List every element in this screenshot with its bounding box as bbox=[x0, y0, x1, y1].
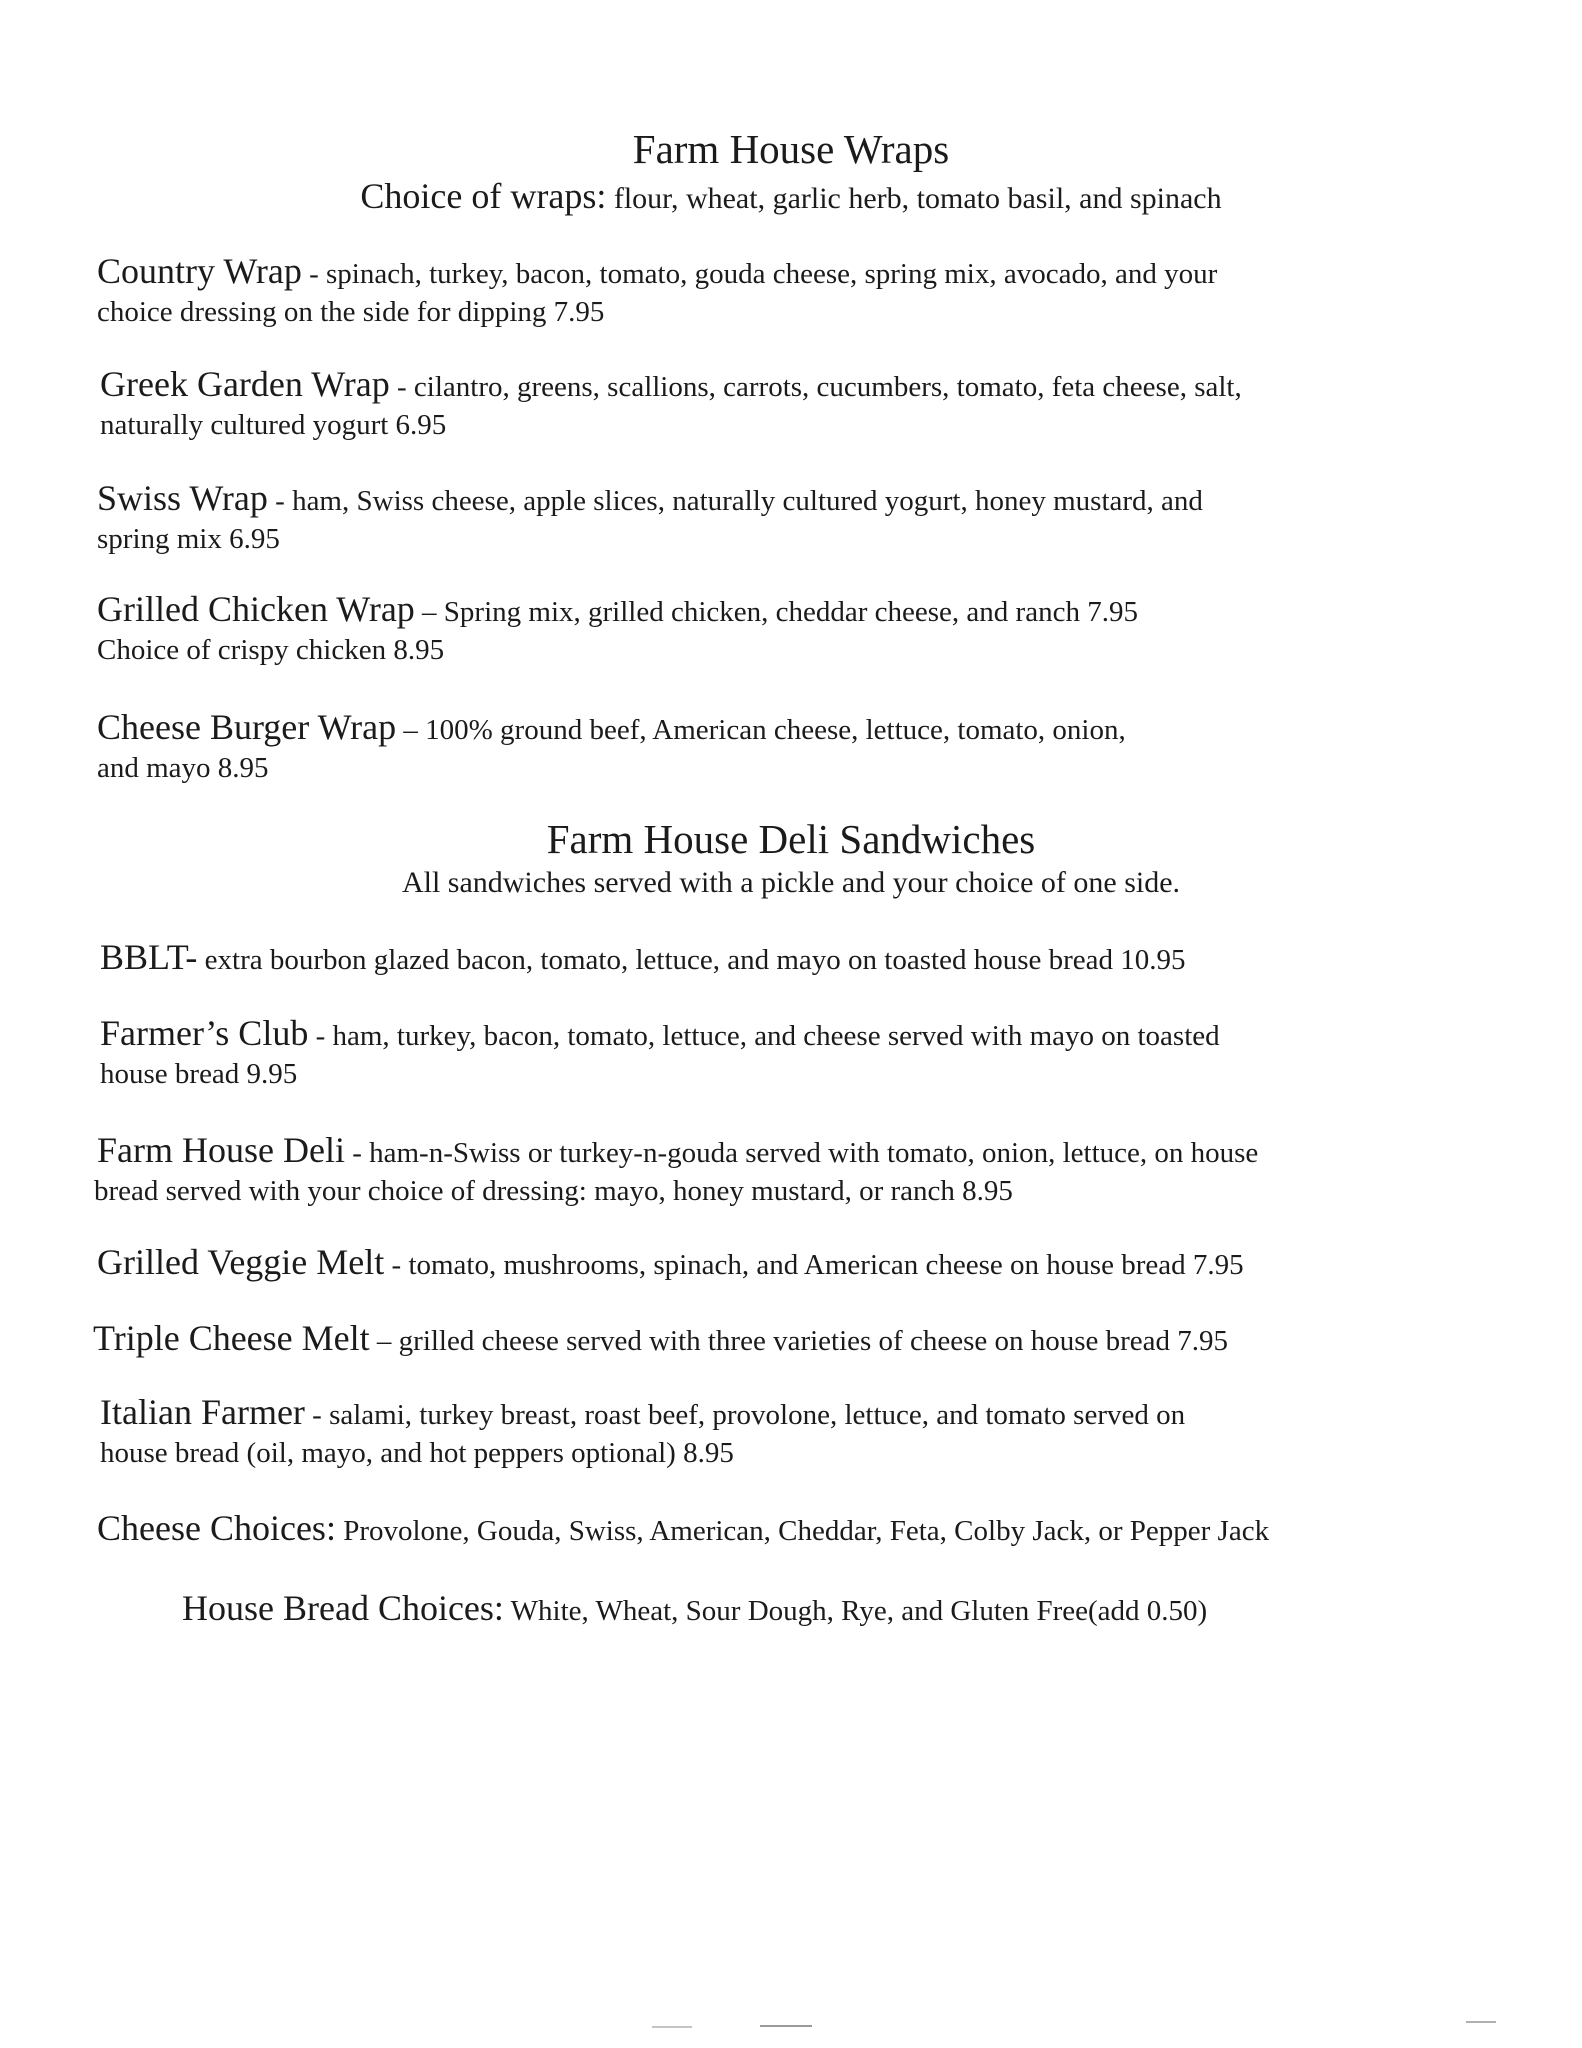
item-description: - ham, turkey, bacon, tomato, lettuce, and cheese served with mayo on toasted bbox=[308, 1020, 1220, 1052]
item-description-cont: Choice of crispy chicken 8.95 bbox=[97, 634, 445, 666]
item-description: - tomato, mushrooms, spinach, and American cheese on house bread 7.95 bbox=[384, 1249, 1244, 1281]
item-description: - cilantro, greens, scallions, carrots, cucumbers, tomato, feta cheese, salt, bbox=[389, 371, 1242, 403]
item-name: Swiss Wrap bbox=[97, 478, 268, 518]
item-description-cont: spring mix 6.95 bbox=[97, 523, 280, 555]
sandwiches-subtitle: All sandwiches served with a pickle and your choice of one side. bbox=[401, 866, 1181, 899]
item-name: Grilled Veggie Melt bbox=[97, 1242, 385, 1282]
scan-artifact bbox=[652, 2026, 692, 2028]
wraps-subtitle bbox=[0, 176, 1582, 217]
menu-item-greek-garden-wrap bbox=[100, 362, 1500, 443]
item-description: - salami, turkey breast, roast beef, provolone, lettuce, and tomato served on bbox=[304, 1399, 1186, 1431]
menu-item-grilled-chicken-wrap bbox=[97, 587, 1497, 668]
item-name: Farm House Deli bbox=[97, 1130, 345, 1170]
sandwiches-title: Farm House Deli Sandwiches bbox=[546, 816, 1036, 862]
item-name: Farmer’s Club bbox=[100, 1013, 309, 1053]
item-description: – Spring mix, grilled chicken, cheddar cheese, and ranch 7.95 bbox=[414, 596, 1138, 628]
item-name: Country Wrap bbox=[97, 251, 302, 291]
item-description: – grilled cheese served with three varieties of cheese on house bread 7.95 bbox=[369, 1325, 1229, 1357]
item-description: - spinach, turkey, bacon, tomato, gouda cheese, spring mix, avocado, and your bbox=[301, 258, 1218, 290]
menu-item-grilled-veggie-melt bbox=[97, 1240, 1497, 1285]
item-description-cont: and mayo 8.95 bbox=[97, 752, 269, 784]
bread-choices-list: White, Wheat, Sour Dough, Rye, and Gluten Free(add 0.50) bbox=[503, 1595, 1208, 1627]
item-name: BBLT- bbox=[100, 937, 198, 977]
item-name: Italian Farmer bbox=[100, 1392, 305, 1432]
cheese-choices-list: Provolone, Gouda, Swiss, American, Cheddar, Feta, Colby Jack, or Pepper Jack bbox=[335, 1515, 1270, 1547]
menu-item-country-wrap bbox=[97, 249, 1497, 330]
bread-choices-label: House Bread Choices: bbox=[182, 1588, 504, 1628]
item-name: Cheese Burger Wrap bbox=[97, 707, 397, 747]
item-description-cont: house bread 9.95 bbox=[100, 1058, 298, 1090]
scan-artifact bbox=[760, 2025, 812, 2027]
item-name: Grilled Chicken Wrap bbox=[97, 589, 415, 629]
menu-item-cheese-burger-wrap bbox=[97, 705, 1497, 786]
bread-choices bbox=[182, 1587, 1207, 1630]
item-description: extra bourbon glazed bacon, tomato, lettuce, and mayo on toasted house bread 10.95 bbox=[197, 944, 1186, 976]
wraps-subtitle-lead: Choice of wraps: bbox=[360, 176, 607, 216]
cheese-choices bbox=[97, 1507, 1269, 1550]
item-description-cont: choice dressing on the side for dipping 7.95 bbox=[97, 296, 605, 328]
wraps-subtitle-text: flour, wheat, garlic herb, tomato basil, and spinach bbox=[606, 182, 1222, 215]
menu-item-bblt bbox=[100, 935, 1500, 980]
item-description: - ham, Swiss cheese, apple slices, naturally cultured yogurt, honey mustard, and bbox=[267, 485, 1203, 517]
item-description: - ham-n-Swiss or turkey-n-gouda served with tomato, onion, lettuce, on house bbox=[344, 1137, 1259, 1169]
item-name: Triple Cheese Melt bbox=[93, 1318, 370, 1358]
item-description: – 100% ground beef, American cheese, lettuce, tomato, onion, bbox=[396, 714, 1126, 746]
menu-item-swiss-wrap bbox=[97, 476, 1497, 557]
menu-item-farm-house-deli bbox=[94, 1128, 1497, 1209]
item-description-cont: naturally cultured yogurt 6.95 bbox=[100, 409, 447, 441]
menu-item-triple-cheese-melt bbox=[93, 1316, 1493, 1361]
wraps-title: Farm House Wraps bbox=[632, 126, 950, 172]
scan-artifact bbox=[1466, 2021, 1496, 2023]
item-name: Greek Garden Wrap bbox=[100, 364, 390, 404]
cheese-choices-label: Cheese Choices: bbox=[97, 1508, 336, 1548]
menu-item-italian-farmer bbox=[100, 1390, 1500, 1471]
menu-item-farmers-club bbox=[100, 1011, 1500, 1092]
item-description-cont: house bread (oil, mayo, and hot peppers optional) 8.95 bbox=[100, 1437, 734, 1469]
item-description-cont: bread served with your choice of dressing: mayo, honey mustard, or ranch 8.95 bbox=[94, 1175, 1013, 1207]
